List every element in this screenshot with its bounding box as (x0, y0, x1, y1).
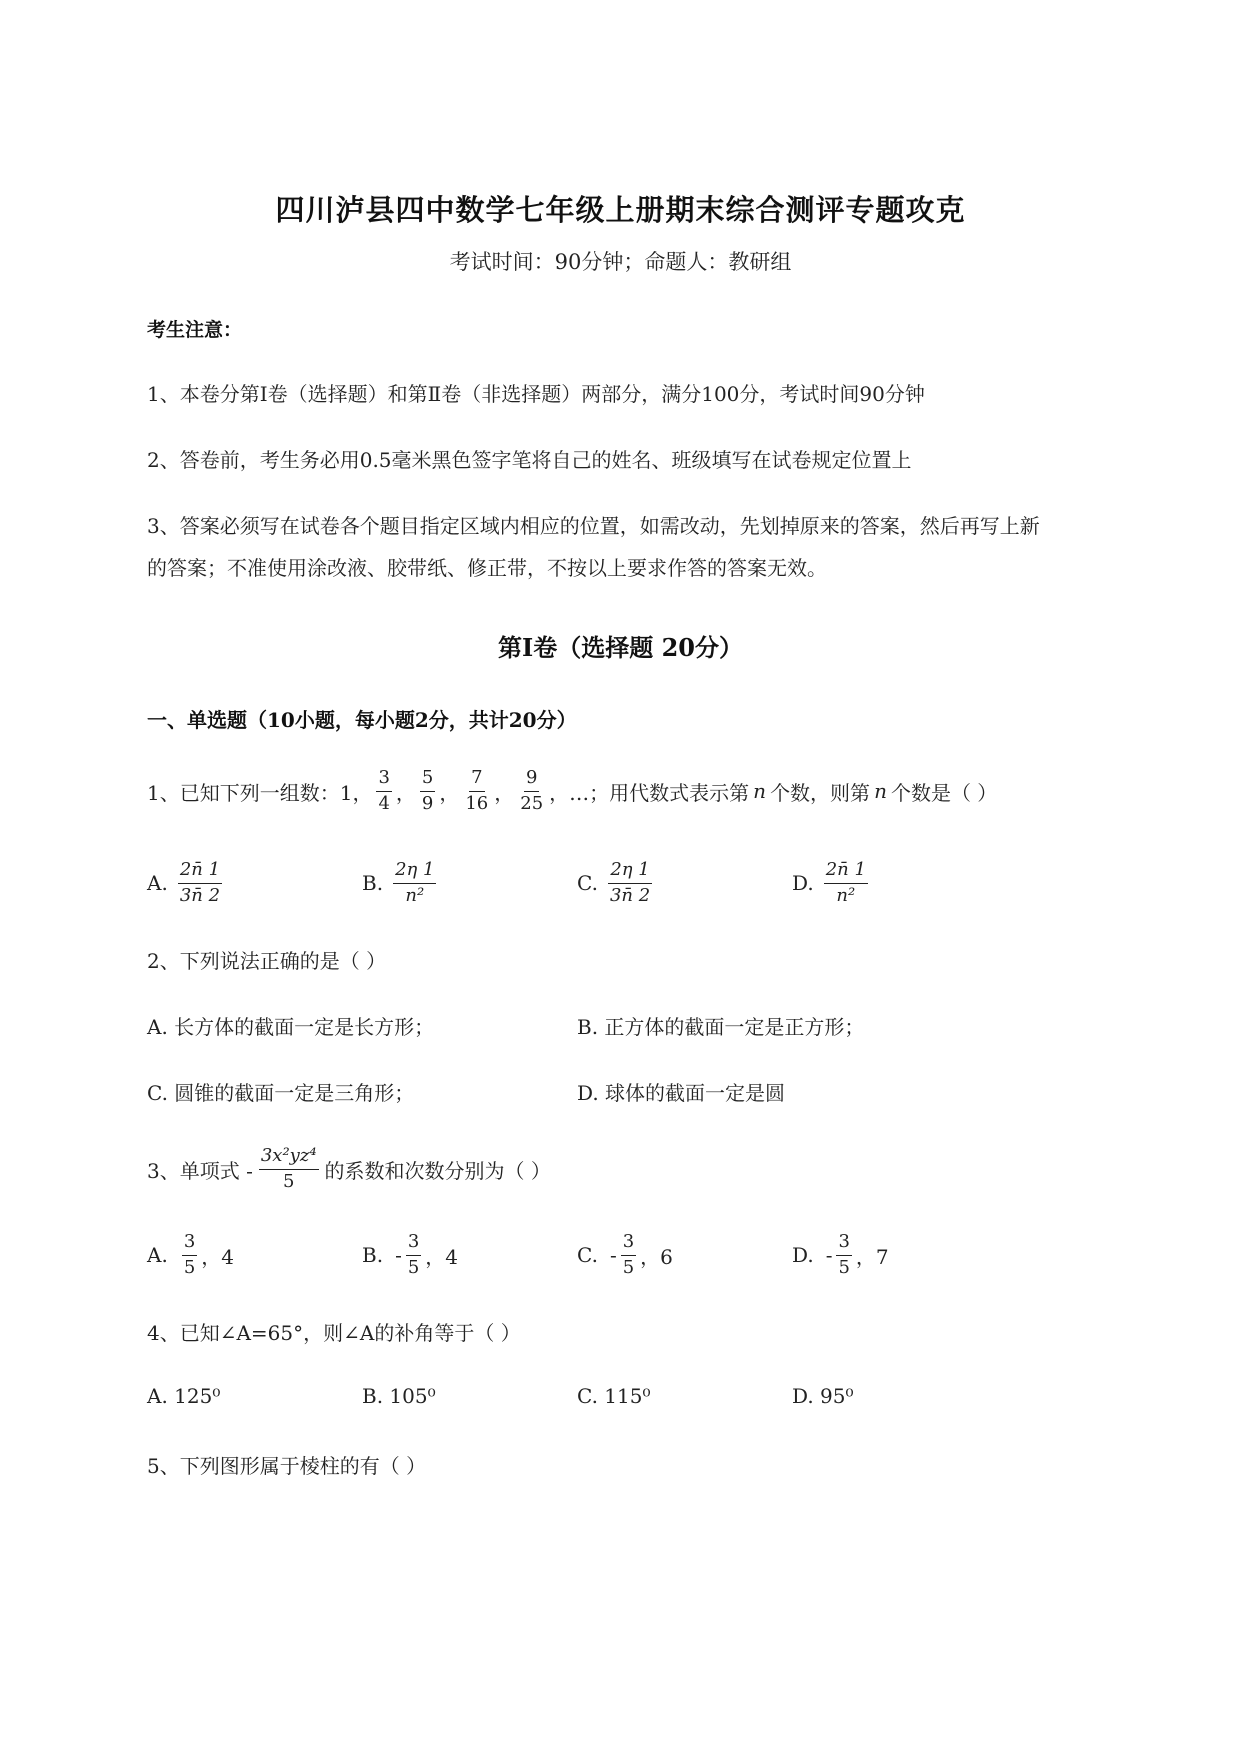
question-1: 1、已知下列一组数：1， $\frac{3}{4}$ ， $\frac{5}{9}$ ， $\frac{7}{16}$ ， $\frac{9}{25}$ ，…；用代数式表示第 n 个数，则第 n 个数是（ ） (147, 767, 998, 814)
section-title: 第I卷（选择题 20分） (498, 633, 743, 662)
question-3 (147, 1146, 551, 1192)
q3-option-a[interactable]: A. $\frac{3}{5}$ ，4 (147, 1231, 234, 1278)
notice-item-3: 3、答案必须写在试卷各个题目指定区域内相应的位置，如需改动，先划掉原来的答案，然后再写上新 (147, 514, 1040, 538)
q1-suffix-a: ，…；用代数式表示第 (549, 780, 750, 805)
q4-option-b[interactable]: B. 105⁰ (362, 1384, 436, 1408)
question-5: 5、下列图形属于棱柱的有（ ） (147, 1454, 427, 1478)
q3-option-b[interactable]: B. - $\frac{3}{5}$ ，4 (362, 1231, 459, 1278)
notice-item-2: 2、答卷前，考生务必用0.5毫米黑色签字笔将自己的姓名、班级填写在试卷规定位置上 (147, 448, 912, 472)
notice-heading: 考生注意： (147, 319, 243, 341)
q1-var-n: n (753, 779, 767, 804)
q1-suffix-c: 个数是（ ） (890, 780, 998, 805)
exam-info: 考试时间：90分钟；命题人：教研组 (449, 250, 792, 274)
q1-option-c[interactable]: C. $\frac{2\eta 1}{3n̄ 2}$ (577, 859, 651, 906)
question-4: 4、已知∠A=65°，则∠A的补角等于（ ） (147, 1321, 521, 1345)
q3-option-a-fraction: $\frac{3}{5}$ (183, 1231, 196, 1278)
part-heading: 一、单选题（10小题，每小题2分，共计20分） (147, 708, 577, 732)
q1-option-a-fraction: $\frac{2n̄ 1}{3n̄ 2}$ (179, 859, 221, 906)
q3-option-b-fraction: $\frac{3}{5}$ (407, 1231, 420, 1278)
q2-option-b[interactable]: B. 正方体的截面一定是正方形； (577, 1015, 865, 1039)
q3-prefix: 3、单项式 - (147, 1158, 253, 1183)
q3-option-c-fraction: $\frac{3}{5}$ (622, 1231, 635, 1278)
q1-prefix: 1、已知下列一组数：1， (147, 780, 373, 805)
q1-option-b-fraction: $\frac{2\eta 1}{\text{n²}}$ (395, 859, 435, 906)
q3-option-c[interactable]: C. - $\frac{3}{5}$ ，6 (577, 1231, 673, 1278)
q1-var-n-2: n (874, 779, 887, 804)
page-title: 四川泸县四中数学七年级上册期末综合测评专题攻克 (275, 193, 966, 227)
q1-option-c-fraction: $\frac{2\eta 1}{3n̄ 2}$ (609, 859, 651, 906)
q2-option-a[interactable]: A. 长方体的截面一定是长方形； (147, 1015, 435, 1039)
q1-option-a[interactable]: A. $\frac{2n̄ 1}{3n̄ 2}$ (147, 859, 221, 906)
question-2: 2、下列说法正确的是（ ） (147, 949, 387, 973)
q2-option-d[interactable]: D. 球体的截面一定是圆 (577, 1081, 786, 1105)
notice-item-3-continued: 的答案；不准使用涂改液、胶带纸、修正带，不按以上要求作答的答案无效。 (147, 556, 827, 580)
q3-option-d[interactable]: D. - $\frac{3}{5}$ ，7 (792, 1231, 889, 1278)
q3-monomial-fraction: $\frac{\text{3x²yz⁴}}{5}$ (260, 1145, 317, 1192)
q1-option-d[interactable]: D. $\frac{2n̄ 1}{\text{n²}}$ (792, 859, 866, 906)
q2-option-c[interactable]: C. 圆锥的截面一定是三角形； (147, 1081, 415, 1105)
notice-item-1: 1、本卷分第I卷（选择题）和第Ⅱ卷（非选择题）两部分，满分100分，考试时间90分钟 (147, 382, 925, 406)
q1-option-d-fraction: $\frac{2n̄ 1}{\text{n²}}$ (825, 859, 866, 906)
q1-fraction-4: $\frac{9}{25}$ (520, 767, 544, 814)
q4-option-c[interactable]: C. 115⁰ (577, 1384, 651, 1408)
q3-suffix: 的系数和次数分别为（ ） (324, 1158, 551, 1183)
q1-suffix-b: 个数，则第 (770, 780, 871, 805)
q4-option-a[interactable]: A. 125⁰ (147, 1384, 221, 1408)
q1-fraction-2: $\frac{5}{9}$ (421, 767, 434, 814)
q1-fraction-3: $\frac{7}{16}$ (465, 767, 489, 814)
q1-option-b[interactable]: B. $\frac{2\eta 1}{\text{n²}}$ (362, 859, 435, 906)
q3-option-d-fraction: $\frac{3}{5}$ (838, 1231, 850, 1278)
q1-fraction-1: $\frac{3}{4}$ (378, 767, 390, 814)
q4-option-d[interactable]: D. 95⁰ (792, 1384, 854, 1408)
